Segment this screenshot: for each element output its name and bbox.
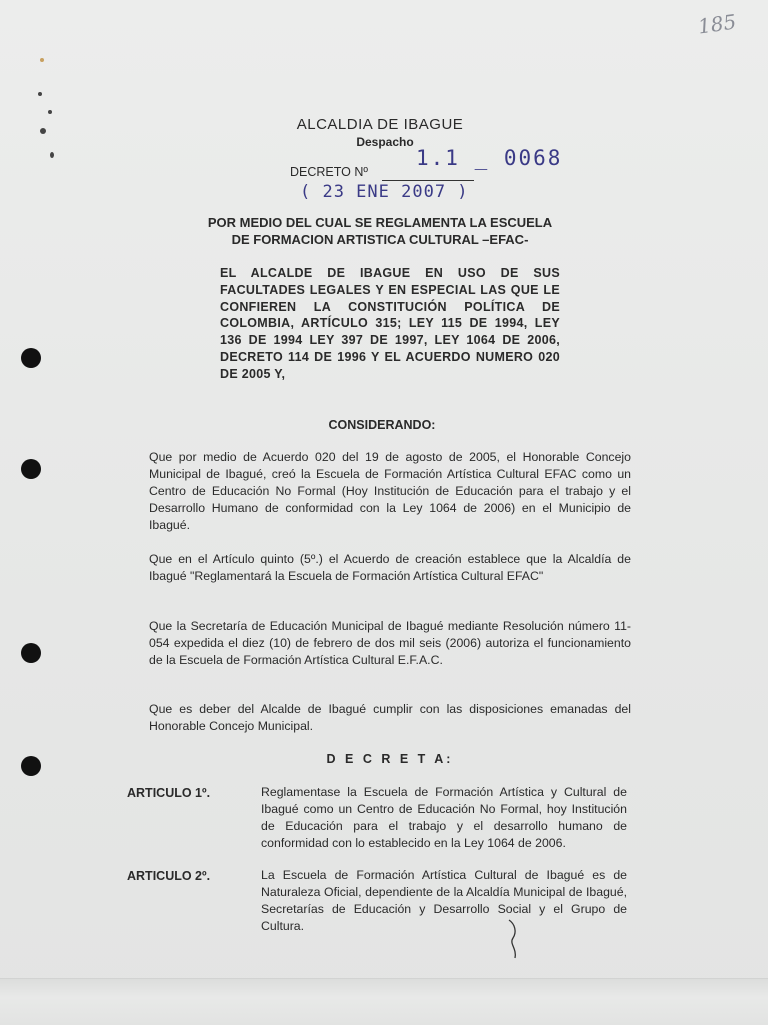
paper-speck — [50, 152, 54, 158]
initials-mark — [505, 918, 521, 960]
decreta-heading: D E C R E T A: — [326, 752, 454, 766]
preamble: EL ALCALDE DE IBAGUE EN USO DE SUS FACULTADES LEGALES Y EN ESPECIAL LAS QUE LE CONFIEREN LA CONSTITUCIÓN POLÍTICA DE COLOMBIA, ARTÍCULO 315; LEY 115 DE 1994, LEY 136 DE 1994 LEY 397 DE 1997, LEY 1064 DE 2006, DECRETO 114 DE 1996 Y EL ACUERDO NUMERO 020 DE 2005 Y, — [220, 266, 560, 381]
header-subtitle: Despacho — [356, 135, 414, 149]
paper-speck — [38, 92, 42, 96]
decree-title — [160, 214, 600, 248]
decree-number-stamp: 1.1 _ 0068 — [416, 146, 563, 170]
considerando-paragraph: Que por medio de Acuerdo 020 del 19 de agosto de 2005, el Honorable Concejo Municipal de Ibagué, creó la Escuela de Formación Artística Cultural EFAC como un Centro de Educación No Formal (Hoy Institución de Educación para el trabajo y el Desarrollo Humano de conformidad con la Ley 1064 de 2006) en el Municipio de Ibagué. — [149, 450, 631, 532]
considerando-heading: CONSIDERANDO: — [328, 418, 436, 432]
punch-hole — [21, 643, 41, 663]
considerando-paragraph: Que es deber del Alcalde de Ibagué cumplir con las disposiciones emanadas del Honorable Concejo Municipal. — [149, 702, 631, 733]
handwritten-annotation: 185 — [696, 9, 738, 39]
decree-date-stamp: ( 23 ENE 2007 ) — [300, 182, 469, 202]
punch-hole — [21, 459, 41, 479]
page-fold — [0, 978, 768, 1025]
article-label: ARTICULO 2º. — [127, 869, 211, 883]
paper-speck — [48, 110, 52, 114]
decree-title-line: DE FORMACION ARTISTICA CULTURAL –EFAC- — [231, 232, 529, 247]
decree-number-line — [382, 180, 474, 181]
considerando-paragraph: Que en el Artículo quinto (5º.) el Acuerdo de creación establece que la Alcaldía de Ibagué "Reglamentará la Escuela de Formación Artística Cultural EFAC" — [149, 552, 631, 583]
considerando-paragraph: Que la Secretaría de Educación Municipal de Ibagué mediante Resolución número 11-054 expedida el diez (10) de febrero de dos mil seis (2006) autoriza el funcionamiento de la Escuela de Formación Artística Cultural E.F.A.C. — [149, 619, 631, 667]
paper-speck — [40, 58, 44, 62]
article-text: Reglamentase la Escuela de Formación Artística y Cultural de Ibagué como un Centro de Educación No Formal, hoy Institución de Educación para el trabajo y el desarrollo humano de conformidad con lo establecido en la Ley 1064 de 2006. — [261, 785, 627, 850]
article-text: La Escuela de Formación Artística Cultural de Ibagué es de Naturaleza Oficial, dependiente de la Alcaldía Municipal de Ibagué, Secretarías de Educación y Desarrollo Social y el Grupo de Cultura. — [261, 868, 627, 933]
decree-label: DECRETO Nº — [290, 165, 368, 179]
header-title: ALCALDIA DE IBAGUE — [296, 116, 464, 133]
article-label: ARTICULO 1º. — [127, 786, 211, 800]
punch-hole — [21, 348, 41, 368]
decree-title-line: POR MEDIO DEL CUAL SE REGLAMENTA LA ESCUELA — [207, 215, 553, 230]
